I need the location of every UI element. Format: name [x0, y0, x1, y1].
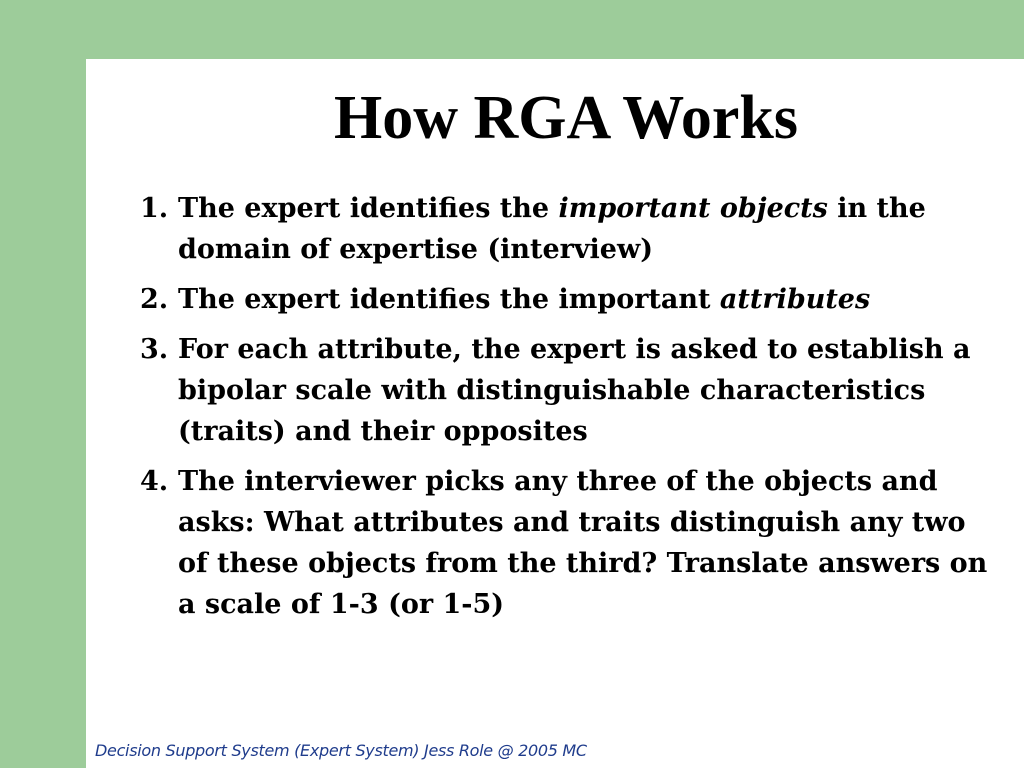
list-item [140, 279, 990, 320]
numbered-list [140, 188, 990, 634]
slide-frame-left [0, 0, 86, 768]
list-item [140, 188, 990, 270]
list-item-emphasis: attributes [719, 284, 871, 315]
list-item-text: The interviewer picks any three of the objects and asks: What attributes and traits distinguish any two of these objects from the third? Translate answers on a scale of 1-3 (or 1-5) [178, 466, 988, 620]
list-item-number: 2. [140, 284, 169, 315]
list-item-number: 3. [140, 334, 169, 365]
slide-footer: Decision Support System (Expert System) Jess Role @ 2005 MC [95, 741, 587, 760]
slide-frame-top [0, 0, 1024, 59]
list-item-number: 4. [140, 466, 169, 497]
list-item-number: 1. [140, 193, 169, 224]
list-item [140, 461, 990, 625]
slide-title: How RGA Works [334, 84, 798, 152]
list-item-text: in the domain of expertise (interview) [178, 193, 926, 265]
list-item-emphasis: important objects [558, 193, 828, 224]
list-item [140, 329, 990, 452]
list-item-text: The expert identifies the important [178, 284, 720, 315]
list-item-text: The expert identifies the [178, 193, 559, 224]
list-item-text: For each attribute, the expert is asked to establish a bipolar scale with distinguishable characteristics (traits) and their opposites [178, 334, 971, 447]
